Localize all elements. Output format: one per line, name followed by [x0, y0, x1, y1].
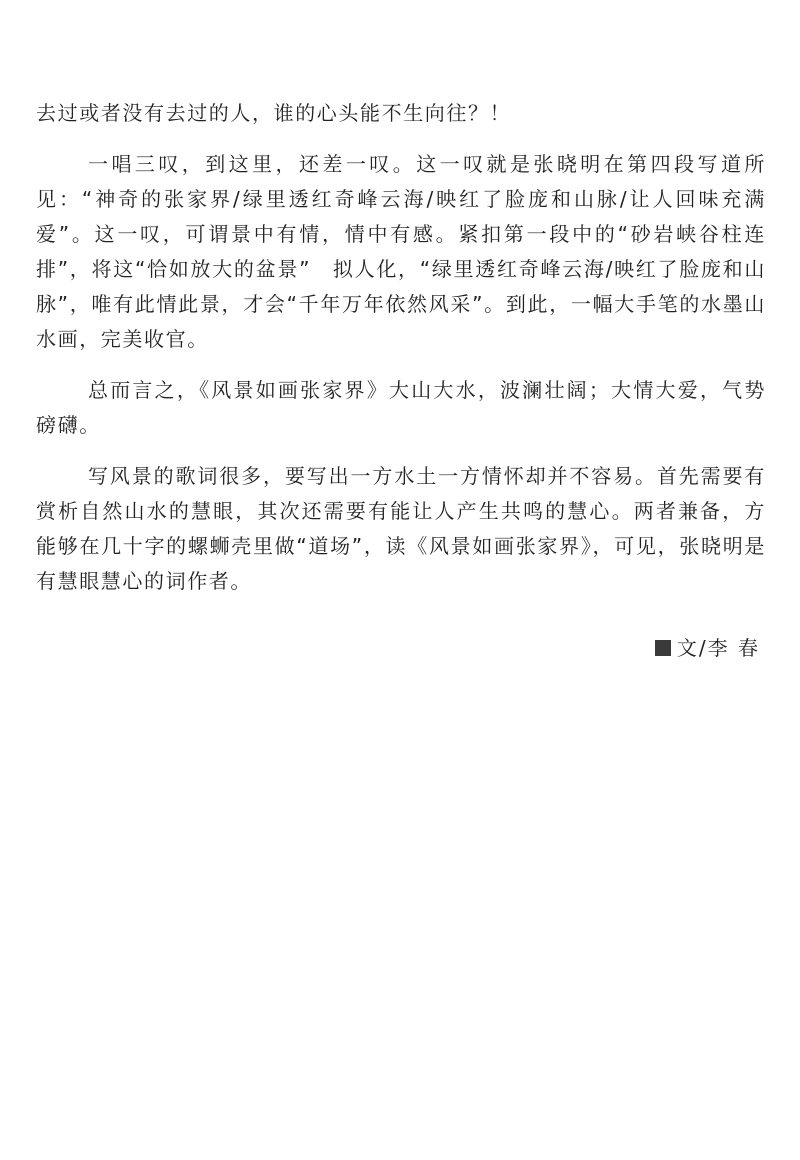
- paragraph-4: 写风景的歌词很多，要写出一方水土一方情怀却并不容易。首先需要有赏析自然山水的慧眼，其次还需要有能让人产生共鸣的慧心。两者兼备，方能够在几十字的螺蛳壳里做“道场”，读《风景如画张家界》，可见，张晓明是有慧眼慧心的词作者。: [36, 464, 766, 593]
- paragraph-3: 总而言之，《风景如画张家界》大山大水，波澜壮阔；大情大爱，气势磅礴。: [36, 378, 766, 437]
- byline-text: 文/李 春: [676, 636, 760, 660]
- paragraph-1: 去过或者没有去过的人，谁的心头能不生向往？！: [36, 101, 512, 125]
- paragraph-2: 一唱三叹，到这里，还差一叹。这一叹就是张晓明在第四段写道所见：“神奇的张家界/绿里透红奇峰云海/映红了脸庞和山脉/让人回味充满爱”。这一叹，可谓景中有情，情中有感。紧扣第一段中的“砂岩峡谷柱连排”，将这“恰如放大的盆景” 拟人化，“绿里透红奇峰云海/映红了脸庞和山脉”，唯有此情此景，才会“千年万年依然风采”。到此，一幅大手笔的水墨山水画，完美收官。: [36, 152, 766, 351]
- article-body: [36, 96, 766, 599]
- square-bullet-icon: [655, 640, 671, 656]
- author-byline: [655, 634, 760, 662]
